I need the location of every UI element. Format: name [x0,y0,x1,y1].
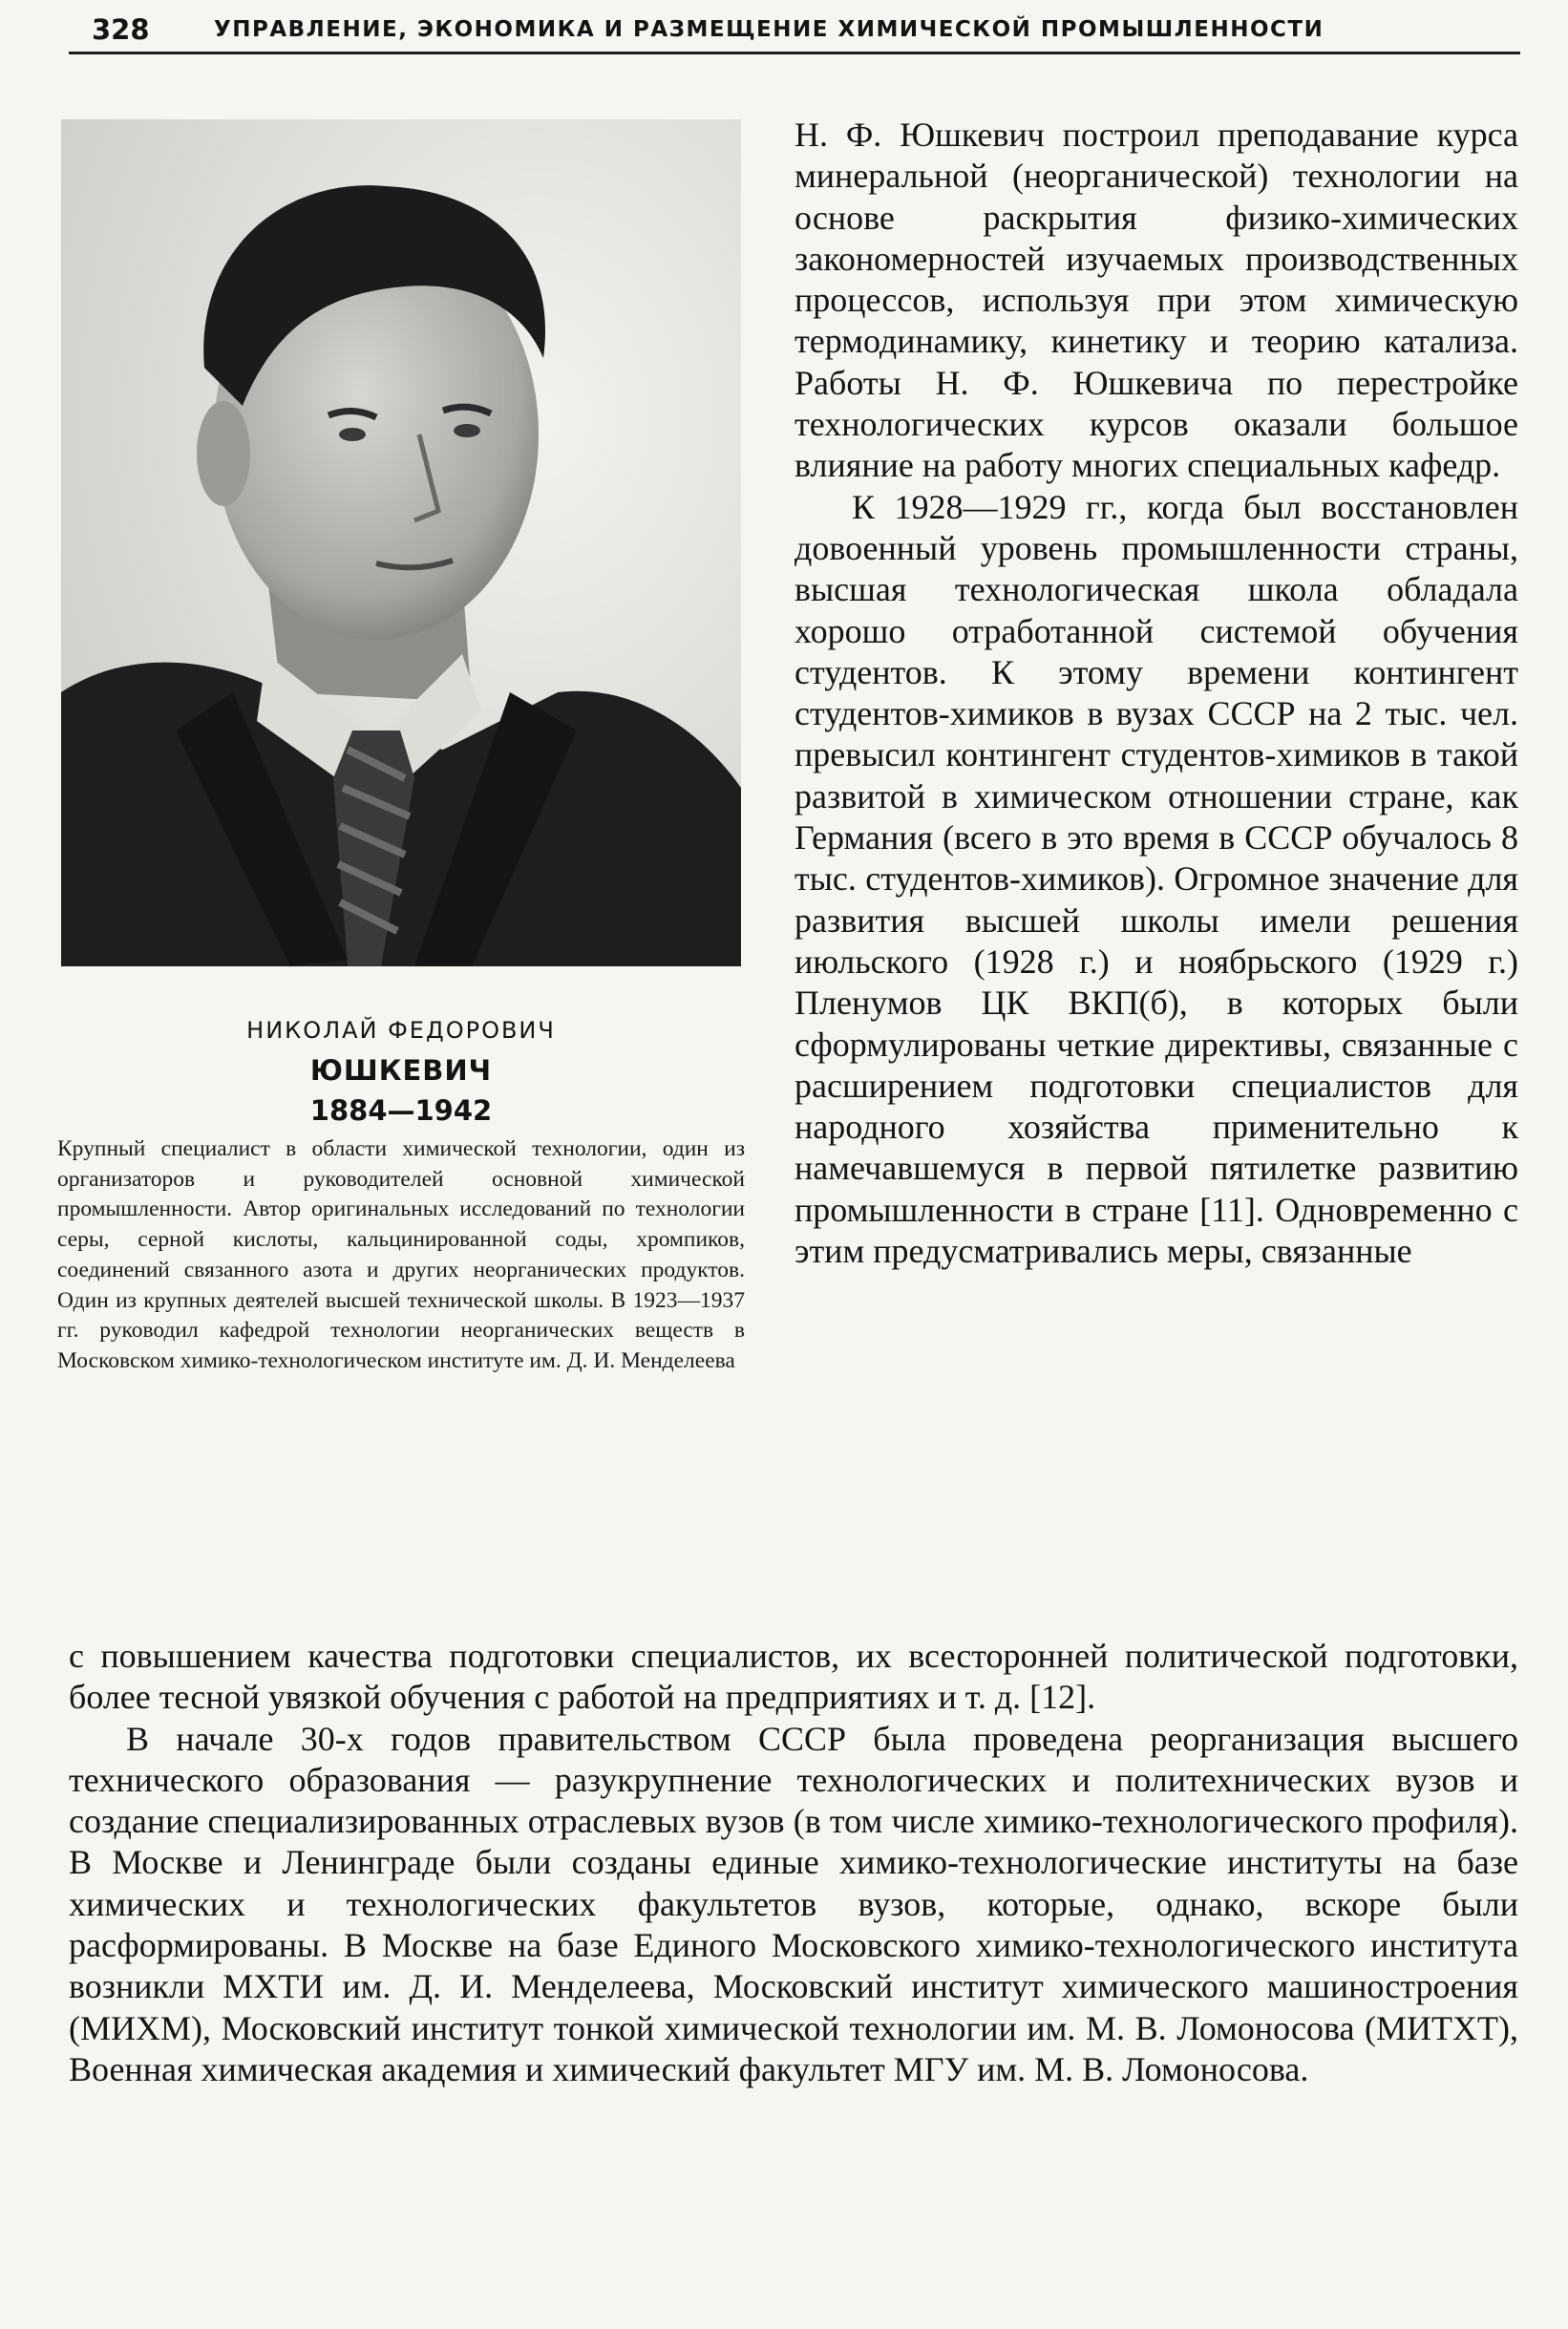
paragraph-2-end: с повышением качества подготовки специалистов, их всесторонней политической подготовки, более тесной увязкой обучения с работой на предприятиях и т. д. [12]. [69,1637,1518,1717]
caption-biography: Крупный специалист в области химической технологии, один из организаторов и руководителей основной химической промышленности. Автор оригинальных исследований по технологии серы, серной кислоты, кальцинированной соды, хромпиков, соединений связанного азота и других неорганических продуктов. Один из крупных деятелей высшей технической школы. В 1923—1937 гг. руководил кафедрой технологии неорганических веществ в Московском химико-технологическом институте им. Д. И. Менделеева [57,1136,745,1373]
paragraph-3: В начале 30-х годов правительством СССР была проведена реорганизация высшего технического образования — разукрупнение технологических и политехнических вузов и создание специализированных отраслевых вузов (в том числе химико-технологического профиля). В Москве и Ленинграде были созданы единые химико-технологические институты на базе химических и технологических факультетов вузов, которые, однако, вскоре были расформированы. В Москве на базе Единого Московского химико-технологического института возникли МХТИ им. Д. И. Менделеева, Московский институт химического машиностроения (МИХМ), Московский институт тонкой химической технологии им. М. В. Ломоносова (МИТХТ), Военная химическая академия и химический факультет МГУ им. М. В. Ломоносова. [69,1719,1518,2088]
portrait-photo [61,119,741,966]
right-column-text [795,115,1518,1272]
photo-caption [57,1010,745,1377]
full-width-text [69,1636,1518,2090]
running-header [69,8,1520,54]
page-number: 328 [92,13,150,46]
caption-years: 1884—1942 [309,1094,493,1127]
running-title: УПРАВЛЕНИЕ, ЭКОНОМИКА И РАЗМЕЩЕНИЕ ХИМИЧЕСКОЙ ПРОМЫШЛЕННОСТИ [214,17,1324,42]
caption-first-names: НИКОЛАЙ ФЕДОРОВИЧ [246,1017,556,1044]
caption-surname: ЮШКЕВИЧ [309,1054,493,1087]
paragraph-1: Н. Ф. Юшкевич построил преподавание курса минеральной (неорганической) технологии на основе раскрытия физико-химических закономерностей изучаемых производственных процессов, используя при этом химическую термодинамику, кинетику и теорию катализа. Работы Н. Ф. Юшкевича по перестройке технологических курсов оказали большое влияние на работу многих специальных кафедр. [795,116,1518,485]
paragraph-2-start: К 1928—1929 гг., когда был восстановлен довоенный уровень промышленности страны, высшая технологическая школа обладала хорошо отработанной системой обучения студентов. К этому времени контингент студентов-химиков в вузах СССР на 2 тыс. чел. превысил контингент студентов-химиков в такой развитой в химическом отношении стране, как Германия (всего в это время в СССР обучалось 8 тыс. студентов-химиков). Огромное значение для развития высшей школы имели решения июльского (1928 г.) и ноябрьского (1929 г.) Пленумов ЦК ВКП(б), в которых были сформулированы четкие директивы, связанные с расширением подготовки специалистов для народного хозяйства применительно к намечавшемуся в первой пятилетке развитию промышленности в стране [11]. Одновременно с этим предусматривались меры, связанные [795,487,1518,1271]
